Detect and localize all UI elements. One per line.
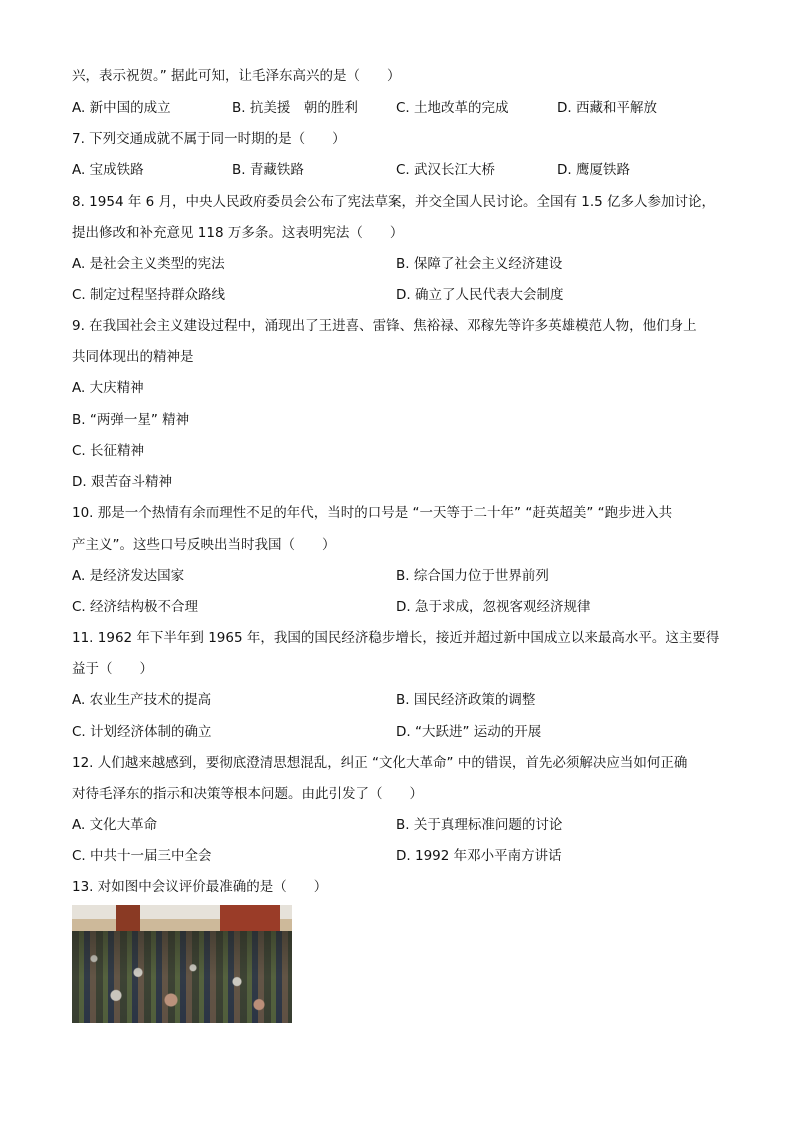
q8-option-b: B. 保障了社会主义经济建设 — [396, 256, 563, 272]
q8-option-d: D. 确立了人民代表大会制度 — [396, 287, 564, 303]
q12-stem-line2: 对待毛泽东的指示和决策等根本问题。由此引发了（ ） — [72, 786, 423, 802]
q9-stem-line2: 共同体现出的精神是 — [72, 349, 194, 365]
q12-option-a: A. 文化大革命 — [72, 817, 158, 833]
q10-option-d: D. 急于求成，忽视客观经济规律 — [396, 599, 591, 615]
q9-option-a: A. 大庆精神 — [72, 380, 144, 396]
q8-stem-line1: 8. 1954 年 6 月，中央人民政府委员会公布了宪法草案，并交全国人民讨论。全国有 1.5 亿多人参加讨论， — [72, 194, 716, 210]
q9-option-b: B. “两弹一星” 精神 — [72, 412, 190, 428]
q7-stem: 7. 下列交通成就不属于同一时期的是（ ） — [72, 131, 346, 147]
q10-option-b: B. 综合国力位于世界前列 — [396, 568, 549, 584]
q7-option-a: A. 宝成铁路 — [72, 162, 144, 178]
q10-option-a: A. 是经济发达国家 — [72, 568, 185, 584]
q12-stem-line1: 12. 人们越来越感到，要彻底澄清思想混乱，纠正 “文化大革命” 中的错误，首先必须解决应当如何正确 — [72, 755, 688, 771]
q11-option-b: B. 国民经济政策的调整 — [396, 692, 536, 708]
q7-option-d: D. 鹰厦铁路 — [557, 162, 630, 178]
q6-option-a: A. 新中国的成立 — [72, 100, 171, 116]
q11-option-a: A. 农业生产技术的提高 — [72, 692, 212, 708]
q9-option-c: C. 长征精神 — [72, 443, 145, 459]
q7-option-c: C. 武汉长江大桥 — [396, 162, 496, 178]
q6-option-c: C. 土地改革的完成 — [396, 100, 509, 116]
q12-option-b: B. 关于真理标准问题的讨论 — [396, 817, 563, 833]
photo-crowd — [72, 931, 292, 1023]
q9-stem-line1: 9. 在我国社会主义建设过程中，涌现出了王进喜、雷锋、焦裕禄、邓稼先等许多英雄模范人物，他们身上 — [72, 318, 697, 334]
q12-option-d: D. 1992 年邓小平南方讲话 — [396, 848, 562, 864]
q8-option-c: C. 制定过程坚持群众路线 — [72, 287, 226, 303]
q11-stem-line2: 益于（ ） — [72, 661, 153, 677]
q10-option-c: C. 经济结构极不合理 — [72, 599, 199, 615]
q13-stem: 13. 对如图中会议评价最准确的是（ ） — [72, 879, 328, 895]
q12-option-c: C. 中共十一届三中全会 — [72, 848, 212, 864]
q11-stem-line1: 11. 1962 年下半年到 1965 年，我国的国民经济稳步增长，接近并超过新中国成立以来最高水平。这主要得 — [72, 630, 720, 646]
q10-stem-line1: 10. 那是一个热情有余而理性不足的年代，当时的口号是 “一天等于二十年” “赶英超美” “跑步进入共 — [72, 505, 673, 521]
q6-option-b: B. 抗美援 朝的胜利 — [232, 100, 358, 116]
q6-option-d: D. 西藏和平解放 — [557, 100, 657, 116]
q11-option-c: C. 计划经济体制的确立 — [72, 724, 212, 740]
meeting-photo — [72, 905, 292, 1023]
q8-stem-line2: 提出修改和补充意见 118 万多条。这表明宪法（ ） — [72, 225, 404, 241]
q11-option-d: D. “大跃进” 运动的开展 — [396, 724, 542, 740]
q9-option-d: D. 艰苦奋斗精神 — [72, 474, 172, 490]
q10-stem-line2: 产主义”。这些口号反映出当时我国（ ） — [72, 537, 336, 553]
q7-option-b: B. 青藏铁路 — [232, 162, 304, 178]
q8-option-a: A. 是社会主义类型的宪法 — [72, 256, 225, 272]
q6-stem: 兴，表示祝贺。” 据此可知，让毛泽东高兴的是（ ） — [72, 68, 401, 84]
